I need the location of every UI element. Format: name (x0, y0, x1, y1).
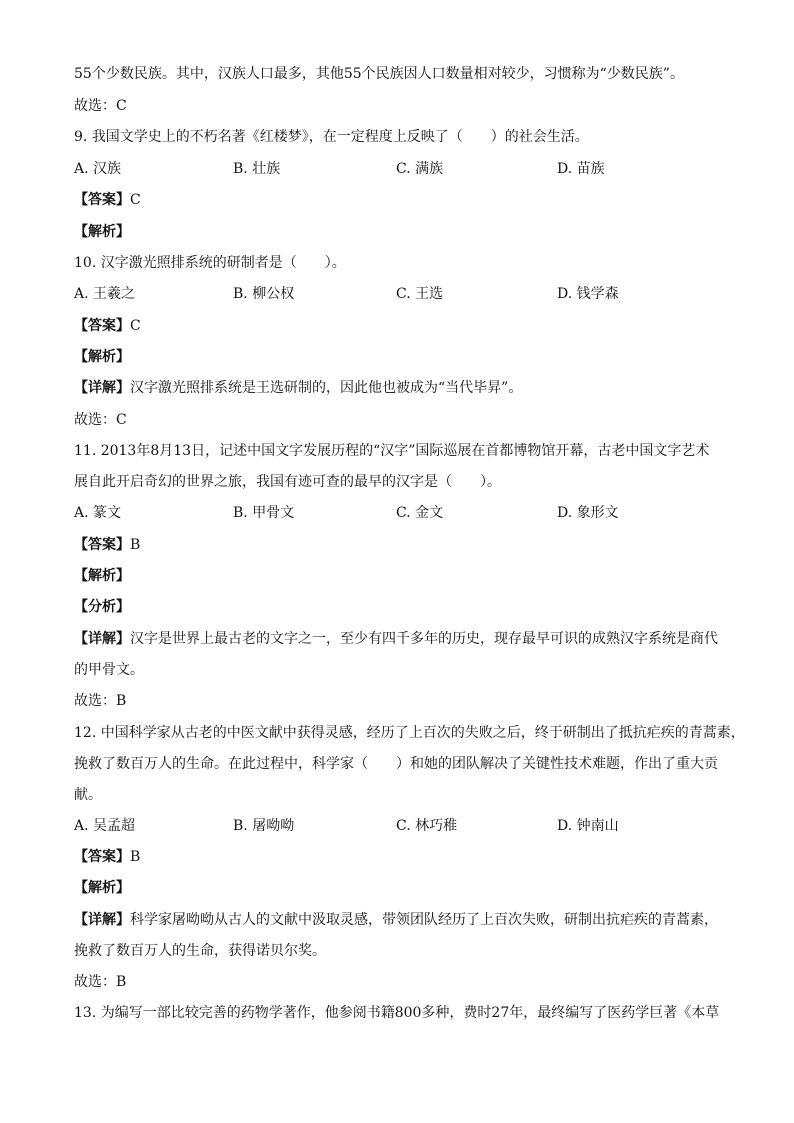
q12-stem-line2: 挽救了数百万人的生命。在此过程中，科学家（ ）和她的团队解决了关键性技术难题，作出了重大贡 (74, 756, 718, 772)
q9-answer-tag: 【答案】 (74, 192, 130, 208)
q11-option-b: B. 甲骨文 (233, 505, 295, 521)
q11-analysis-tag: 【解析】 (74, 568, 130, 584)
q9-option-a: A. 汉族 (74, 161, 122, 177)
q10-answer-tag: 【答案】 (74, 318, 130, 334)
q12-option-c: C. 林巧稚 (396, 818, 458, 834)
q11-option-c: C. 金文 (396, 505, 444, 521)
q12-option-a: A. 吴孟超 (74, 818, 136, 834)
q10-detail-text: 汉字激光照排系统是王选研制的，因此他也被成为“当代毕昇”。 (130, 380, 523, 396)
q9-answer (74, 192, 724, 209)
q9-answer-value: C (130, 192, 141, 208)
q10-detail-tag: 【详解】 (74, 380, 130, 396)
q11-detail-text: 汉字是世界上最古老的文字之一，至少有四千多年的历史，现存最早可识的成熟汉字系统是商代 (130, 631, 718, 647)
q11-fenxi-tag: 【分析】 (74, 599, 130, 615)
q12-stem-line3: 献。 (74, 787, 102, 803)
q11-detail-tag: 【详解】 (74, 631, 130, 647)
q12-answer (74, 849, 724, 866)
q10-stem: 10. 汉字激光照排系统的研制者是（ ）。 (74, 255, 346, 271)
intro-choice: 故选：C (74, 98, 127, 114)
q10-option-c: C. 王选 (396, 286, 444, 302)
q10-answer-value: C (130, 318, 141, 334)
q12-option-d: D. 钟南山 (557, 818, 619, 834)
q12-choice: 故选：B (74, 974, 127, 990)
q12-detail-line1 (74, 912, 724, 929)
q10-detail (74, 380, 724, 397)
q12-analysis-tag: 【解析】 (74, 880, 130, 896)
q11-choice: 故选：B (74, 693, 127, 709)
q9-analysis-tag: 【解析】 (74, 224, 130, 240)
q12-answer-value: B (130, 849, 141, 865)
q11-stem-line1: 11. 2013年8月13日，记述中国文字发展历程的“汉字”国际巡展在首都博物馆开幕，古老中国文字艺术 (74, 443, 710, 459)
q12-answer-tag: 【答案】 (74, 849, 130, 865)
q13-stem-line1: 13. 为编写一部比较完善的药物学著作，他参阅书籍800多种，费时27年，最终编写了医药学巨著《本草 (74, 1005, 720, 1021)
q11-option-a: A. 篆文 (74, 505, 122, 521)
q10-choice: 故选：C (74, 412, 127, 428)
q11-detail-line2: 的甲骨文。 (74, 662, 144, 678)
q10-answer (74, 318, 724, 335)
q10-analysis-tag: 【解析】 (74, 349, 130, 365)
q12-stem-line1: 12. 中国科学家从古老的中医文献中获得灵感，经历了上百次的失败之后，终于研制出了抵抗疟疾的青蒿素， (74, 725, 745, 741)
q12-detail-line2: 挽救了数百万人的生命，获得诺贝尔奖。 (74, 943, 326, 959)
q11-answer (74, 537, 724, 554)
q10-option-b: B. 柳公权 (233, 286, 295, 302)
q9-option-b: B. 壮族 (233, 161, 281, 177)
q12-detail-tag: 【详解】 (74, 912, 130, 928)
q9-stem: 9. 我国文学史上的不朽名著《红楼梦》，在一定程度上反映了（ ）的社会生活。 (74, 129, 589, 145)
q11-option-d: D. 象形文 (557, 505, 619, 521)
q10-option-d: D. 钱学森 (557, 286, 619, 302)
q12-option-b: B. 屠呦呦 (233, 818, 295, 834)
q9-option-c: C. 满族 (396, 161, 444, 177)
q10-option-a: A. 王羲之 (74, 286, 136, 302)
q11-stem-line2: 展自此开启奇幻的世界之旅，我国有迹可查的最早的汉字是（ ）。 (74, 474, 501, 490)
q9-option-d: D. 苗族 (557, 161, 605, 177)
intro-text: 55个少数民族。其中，汉族人口最多，其他55个民族因人口数量相对较少，习惯称为“少数民族”。 (74, 66, 684, 82)
q11-answer-tag: 【答案】 (74, 537, 130, 553)
q11-detail-line1 (74, 631, 724, 648)
q11-answer-value: B (130, 537, 141, 553)
q12-detail-text: 科学家屠呦呦从古人的文献中汲取灵感，带领团队经历了上百次失败，研制出抗疟疾的青蒿素， (130, 912, 718, 928)
